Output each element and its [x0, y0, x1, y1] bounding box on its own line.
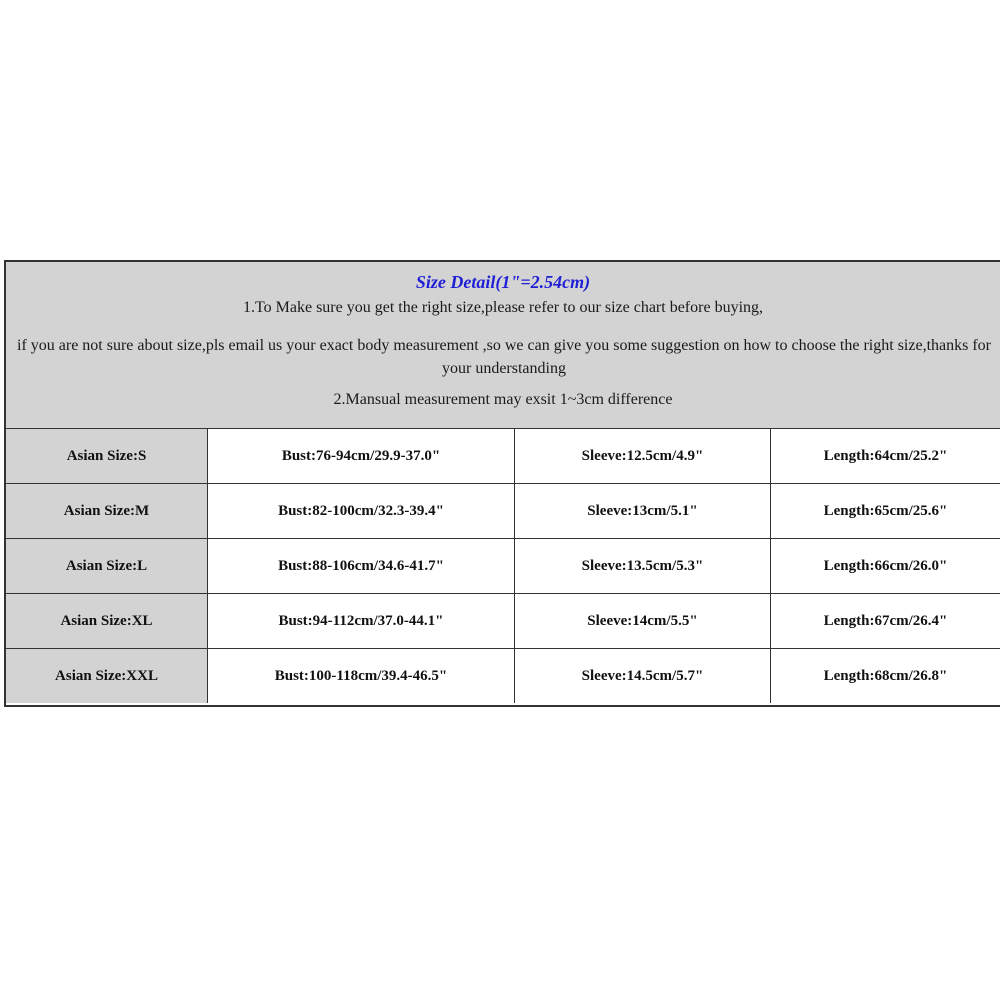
length-cell: Length:64cm/25.2"	[771, 429, 1000, 484]
bust-cell: Bust:94-112cm/37.0-44.1"	[208, 594, 515, 649]
size-detail-title: Size Detail(1"=2.54cm)	[415, 272, 591, 292]
length-cell: Length:65cm/25.6"	[771, 484, 1000, 539]
size-chart	[4, 260, 1000, 707]
bust-cell: Bust:76-94cm/29.9-37.0"	[208, 429, 515, 484]
size-label-cell: Asian Size:M	[6, 484, 208, 539]
size-label-cell: Asian Size:XL	[6, 594, 208, 649]
size-label-cell: Asian Size:L	[6, 539, 208, 594]
size-label-cell: Asian Size:S	[6, 429, 208, 484]
bust-cell: Bust:100-118cm/39.4-46.5"	[208, 649, 515, 704]
sleeve-cell: Sleeve:12.5cm/4.9"	[515, 429, 771, 484]
length-cell: Length:68cm/26.8"	[771, 649, 1000, 704]
instruction-line-1: 1.To Make sure you get the right size,please refer to our size chart before buying,	[242, 299, 764, 316]
table-row	[6, 429, 1000, 484]
table-row	[6, 649, 1000, 704]
sleeve-cell: Sleeve:13cm/5.1"	[515, 484, 771, 539]
sleeve-cell: Sleeve:13.5cm/5.3"	[515, 539, 771, 594]
table-row	[6, 594, 1000, 649]
length-cell: Length:66cm/26.0"	[771, 539, 1000, 594]
size-table	[6, 429, 1000, 703]
size-label-cell: Asian Size:XXL	[6, 649, 208, 704]
table-row	[6, 539, 1000, 594]
bust-cell: Bust:82-100cm/32.3-39.4"	[208, 484, 515, 539]
instruction-line-3: 2.Mansual measurement may exsit 1~3cm difference	[333, 391, 673, 408]
length-cell: Length:67cm/26.4"	[771, 594, 1000, 649]
instruction-line-2: if you are not sure about size,pls email us your exact body measurement ,so we can give you some suggestion on how to choose the right size,thanks for your understanding	[17, 337, 991, 377]
sleeve-cell: Sleeve:14cm/5.5"	[515, 594, 771, 649]
size-chart-header	[6, 262, 1000, 429]
table-row	[6, 484, 1000, 539]
bust-cell: Bust:88-106cm/34.6-41.7"	[208, 539, 515, 594]
sleeve-cell: Sleeve:14.5cm/5.7"	[515, 649, 771, 704]
